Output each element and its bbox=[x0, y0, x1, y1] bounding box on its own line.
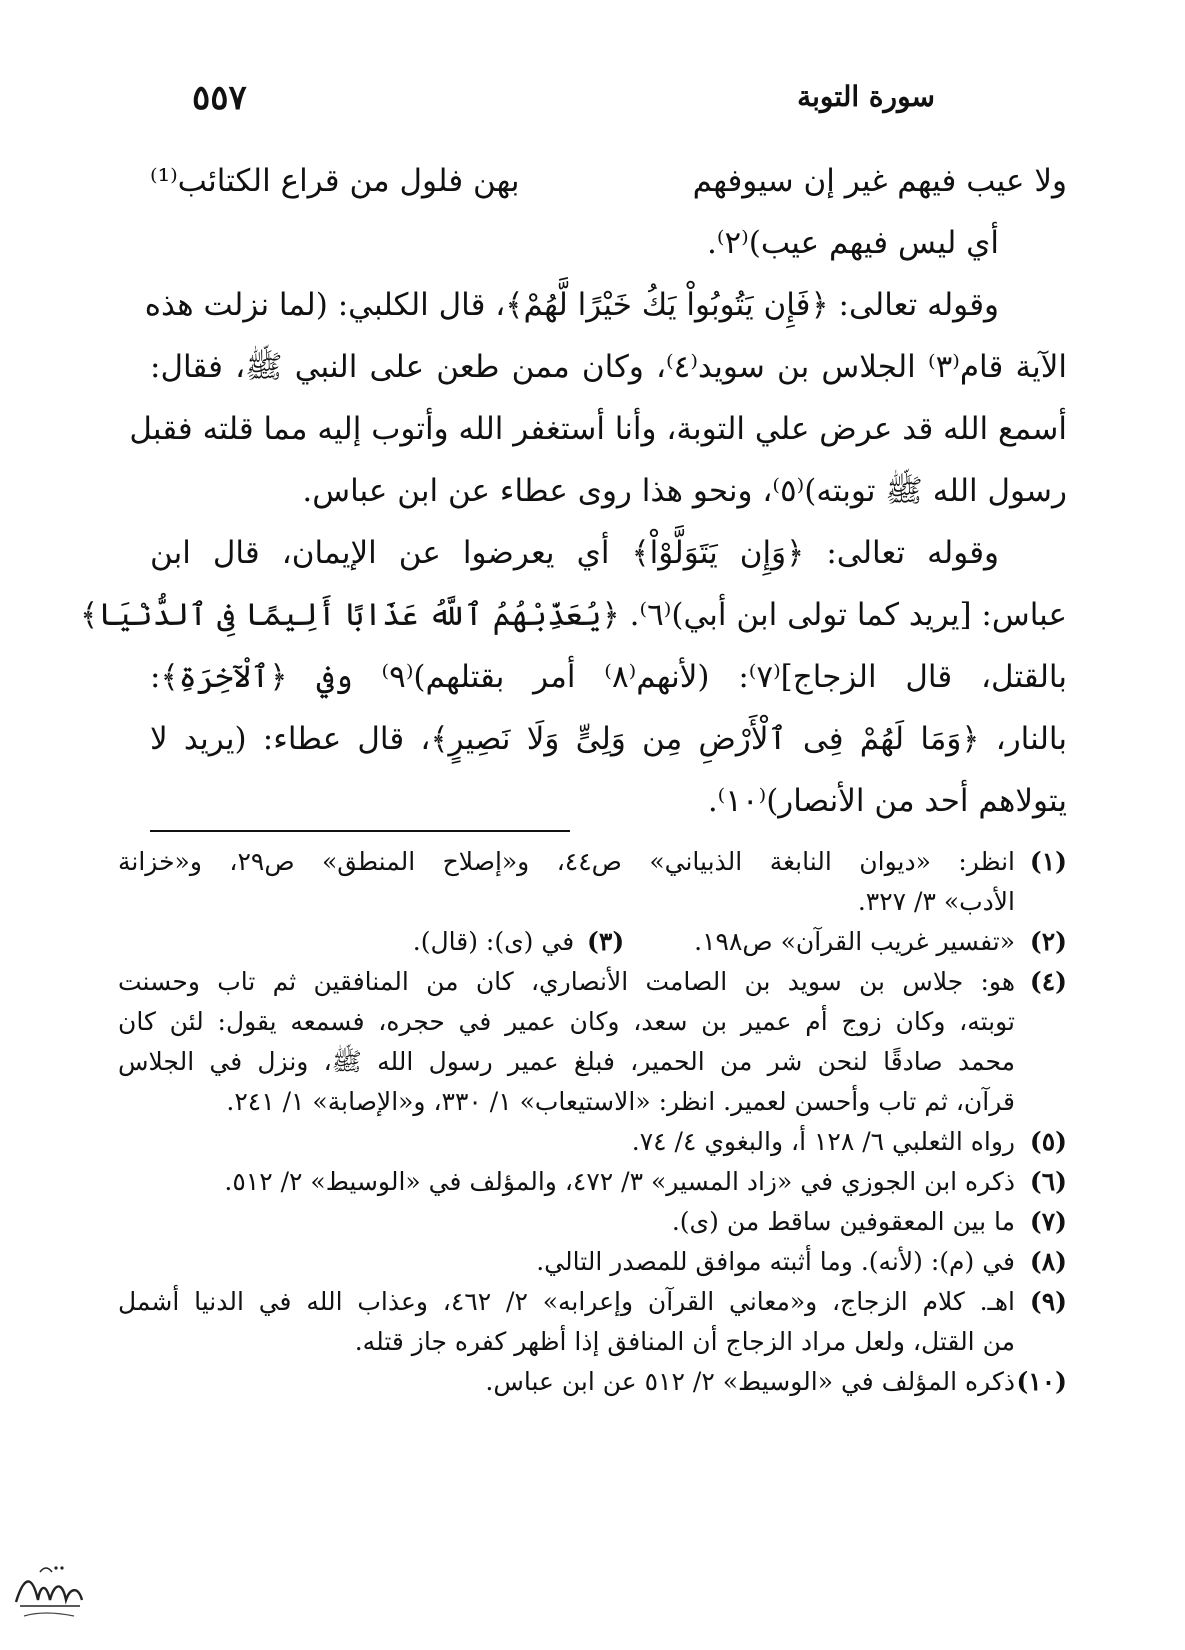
footnote-number: (٥) bbox=[1029, 1127, 1067, 1156]
footnote-line: محمد صادقًا لنحن شر من الحمير، فبلغ عمير رسول الله ﷺ، ونزل في الجلاس bbox=[118, 1047, 1015, 1076]
footnote-5 bbox=[118, 1122, 1067, 1162]
footnote-text: ذكره ابن الجوزي في «زاد المسير» ٣/ ٤٧٢، والمؤلف في «الوسيط» ٢/ ٥١٢. bbox=[224, 1167, 1015, 1196]
text-line: يتولاهم أحد من الأنصار)⁽١٠⁾. bbox=[707, 783, 1067, 819]
text-line: رسول الله ﷺ توبته)⁽٥⁾، ونحو هذا روى عطاء عن ابن عباس. bbox=[302, 473, 1067, 509]
footnote-10 bbox=[118, 1362, 1067, 1402]
poetry-verse bbox=[150, 150, 1067, 212]
footnote-2 bbox=[694, 922, 1067, 962]
footnote-number: (٣) bbox=[587, 927, 625, 956]
footnote-number: (٧) bbox=[1029, 1207, 1067, 1236]
footnotes bbox=[118, 842, 1067, 1402]
footnote-4 bbox=[118, 962, 1067, 1122]
footnote-number: (٩) bbox=[1029, 1287, 1067, 1316]
footnote-line: من القتل، ولعل مراد الزجاج أن المنافق إذا أظهر كفره جاز قتله. bbox=[354, 1327, 1015, 1356]
footnote-text: «تفسير غريب القرآن» ص١٩٨. bbox=[694, 927, 1015, 956]
footnote-line: اهـ. كلام الزجاج، و«معاني القرآن وإعرابه» ٢/ ٤٦٢، وعذاب الله في الدنيا أشمل bbox=[118, 1287, 1016, 1316]
footnote-text: في (ى): (قال). bbox=[412, 927, 575, 956]
footnote-1 bbox=[118, 842, 1067, 922]
footnote-8 bbox=[118, 1242, 1067, 1282]
footnote-divider bbox=[150, 830, 570, 832]
footnote-number: (٨) bbox=[1029, 1247, 1067, 1276]
text-line: وقوله تعالى: ﴿وَإِن يَتَوَلَّوْاْ﴾ أي يعرضوا عن الإيمان، قال ابن bbox=[150, 535, 999, 571]
footnote-line: توبته، وكان زوج أم عمير بن سعد، وكان عمير في حجره، فسمعه يقول: لئن كان bbox=[118, 1007, 1015, 1036]
text-line: أي ليس فيهم عيب)⁽٢⁾. bbox=[707, 225, 999, 261]
text-line: وقوله تعالى: ﴿فَإِن يَتُوبُواْ يَكُ خَيْرًا لَّهُمْ﴾، قال الكلبي: (لما نزلت هذه bbox=[144, 287, 999, 323]
footnote-pair-2-3 bbox=[118, 922, 1067, 962]
footnote-number: (٢) bbox=[1029, 927, 1067, 956]
library-stamp-logo bbox=[10, 1556, 88, 1626]
footnote-text: ما بين المعقوفين ساقط من (ى). bbox=[671, 1207, 1015, 1236]
footnote-3 bbox=[413, 922, 624, 962]
text-line: بالقتل، قال الزجاج]⁽٧⁾: (لأنهم⁽٨⁾ أمر بقتلهم)⁽٩⁾ وفي ﴿ٱلْآخِرَةِ﴾: bbox=[150, 659, 1067, 695]
footnote-line: الأدب» ٣/ ٣٢٧. bbox=[857, 887, 1015, 916]
text-line: الآية قام⁽٣⁾ الجلاس بن سويد⁽٤⁾، وكان ممن طعن على النبي ﷺ، فقال: bbox=[150, 349, 1067, 385]
footnote-9 bbox=[118, 1282, 1067, 1362]
main-text bbox=[80, 150, 1067, 832]
footnote-number: (٦) bbox=[1029, 1167, 1067, 1196]
footnote-line: قرآن، ثم تاب وأحسن لعمير. انظر: «الاستيعاب» ١/ ٣٣٠، و«الإصابة» ١/ ٢٤١. bbox=[226, 1087, 1015, 1116]
footnote-7 bbox=[118, 1202, 1067, 1242]
footnote-text: ذكره المؤلف في «الوسيط» ٢/ ٥١٢ عن ابن عباس. bbox=[485, 1367, 1015, 1396]
footnote-number: (٤) bbox=[1029, 967, 1067, 996]
text-line: بالنار، ﴿وَمَا لَهُمْ فِى ٱلْأَرْضِ مِن وَلِىٍّ وَلَا نَصِيرٍ﴾، قال عطاء: (يريد لا bbox=[150, 721, 1067, 757]
text-line: أسمع الله قد عرض علي التوبة، وأنا أستغفر الله وأتوب إليه مما قلته فقبل bbox=[129, 411, 1067, 447]
footnote-number: (١) bbox=[1029, 847, 1067, 876]
footnote-line: انظر: «ديوان النابغة الذبياني» ص٤٤، و«إصلاح المنطق» ص٢٩، و«خزانة bbox=[118, 847, 1015, 876]
footnote-text: رواه الثعلبي ٦/ ١٢٨ أ، والبغوي ٤/ ٧٤. bbox=[631, 1127, 1015, 1156]
footnote-line: هو: جلاس بن سويد بن الصامت الأنصاري، كان من المنافقين ثم تاب وحسنت bbox=[118, 967, 1015, 996]
footnote-6 bbox=[118, 1162, 1067, 1202]
text-line: عباس: [يريد كما تولى ابن أبي)⁽٦⁾. ﴿يُعَذِّبْهُمُ ٱللَّهُ عَذَابًا أَلِيمًا فِى ٱلدُّنْيَا﴾ bbox=[80, 597, 1067, 633]
verse-hemistich-second: بهن فلول من قراع الكتائب⁽¹⁾ bbox=[150, 163, 520, 199]
footnote-number: (١٠) bbox=[1016, 1367, 1067, 1396]
running-head: سورة التوبة bbox=[797, 80, 935, 113]
footnote-text: في (م): (لأنه). وما أثبته موافق للمصدر التالي. bbox=[536, 1247, 1015, 1276]
verse-hemistich-first: ولا عيب فيهم غير إن سيوفهم bbox=[692, 163, 1067, 199]
page-number: ٥٥٧ bbox=[192, 78, 247, 118]
